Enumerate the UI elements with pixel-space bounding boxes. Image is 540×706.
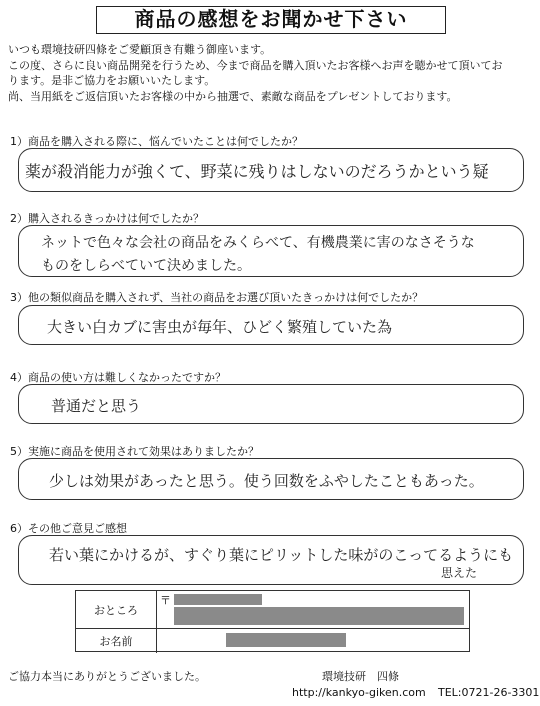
intro-line: 尚、当用紙をご返信頂いたお客様の中から抽選で、素敵な商品をプレゼントしております。 <box>8 89 458 103</box>
redacted-address <box>174 607 464 625</box>
answer-2-line-2: ものをしらべていて決めました。 <box>41 258 251 274</box>
answer-3-text: 大きい白カブに害虫が毎年、ひどく繁殖していた為 <box>47 318 393 336</box>
answer-box-5[interactable] <box>18 458 524 500</box>
answer-2-line-1: ネットで色々な会社の商品をみくらべて、有機農業に害のなさそうな <box>41 235 475 251</box>
postal-mark: 〒 <box>160 594 171 607</box>
question-5: 5）実施に商品を使用されて効果はありましたか？ <box>10 445 259 458</box>
name-row <box>76 629 469 653</box>
intro-line: ります。是非ご協力をお願いいたします。 <box>8 74 216 87</box>
question-4: 4）商品の使い方は難しくなかったですか？ <box>10 371 226 384</box>
answer-box-1[interactable] <box>18 148 524 192</box>
company-name: 環境技研 四條 <box>322 670 399 683</box>
question-2: 2）購入されるきっかけは何でしたか？ <box>10 212 204 225</box>
name-label: お名前 <box>76 629 157 653</box>
answer-box-3[interactable] <box>18 305 524 345</box>
answer-4-text: 普通だと思う <box>51 397 142 415</box>
address-label: おところ <box>76 591 157 628</box>
form-title: 商品の感想をお聞かせ下さい <box>96 6 446 34</box>
thanks-text: ご協力本当にありがとうございました。 <box>8 670 206 683</box>
redacted-name <box>226 633 346 647</box>
intro-line: いつも環境技研四條をご愛顧頂き有難う御座います。 <box>8 43 272 56</box>
redacted-postal-code <box>174 594 262 605</box>
question-1: 1）商品を購入される際に、悩んでいたことは何でしたか？ <box>10 135 303 148</box>
website-link[interactable]: http://kankyo-giken.com <box>292 686 426 699</box>
intro-line: この度、さらに良い商品開発を行うため、今まで商品を購入頂いたお客様へお声を聴かせて頂いてお <box>8 58 503 72</box>
address-row <box>76 591 469 629</box>
answer-6-line-1: 若い葉にかけるが、すぐり葉にピリットした味がのこってるようにも <box>49 546 514 564</box>
question-6: 6）その他ご意見ご感想 <box>10 522 127 535</box>
answer-box-4[interactable] <box>18 384 524 424</box>
phone-number: TEL:0721-26-3301 <box>438 686 540 699</box>
intro-text <box>8 42 536 104</box>
answer-1-text: 薬が殺消能力が強くて、野菜に残りはしないのだろうかという疑 <box>25 162 489 181</box>
answer-box-6[interactable] <box>18 535 524 585</box>
answer-box-2[interactable] <box>18 225 524 277</box>
answer-6-line-2: 思えた <box>441 566 478 580</box>
answer-5-text: 少しは効果があったと思う。使う回数をふやしたこともあった。 <box>49 472 484 490</box>
question-3: 3）他の類似商品を購入されず、当社の商品をお選び頂いたきっかけは何でしたか？ <box>10 291 424 304</box>
contact-table <box>75 590 470 652</box>
